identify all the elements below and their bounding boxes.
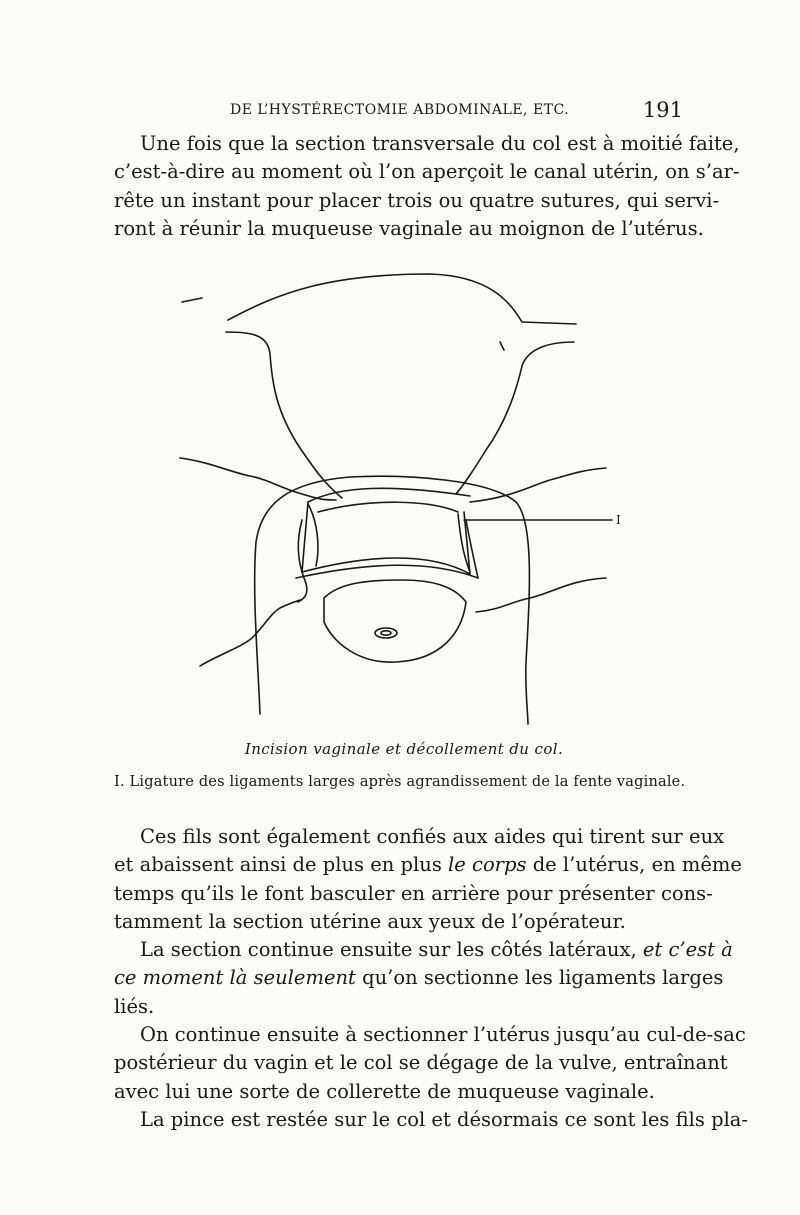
text-line bbox=[114, 936, 733, 964]
text-segment: de l’utérus, en même bbox=[526, 853, 742, 877]
text-line: On continue ensuite à sectionner l’utérus jusqu’au cul-de-sac bbox=[140, 1023, 746, 1047]
text-line: liés. bbox=[114, 994, 155, 1018]
text-line: Une fois que la section transversale du col est à moitié faite, bbox=[140, 132, 740, 155]
figure-label-I: I bbox=[616, 513, 621, 527]
text-line: avec lui une sorte de collerette de muqueuse vaginale. bbox=[114, 1079, 655, 1103]
italic-phrase: et c’est à bbox=[642, 938, 733, 962]
anatomical-figure bbox=[170, 262, 640, 742]
paragraph-1 bbox=[114, 130, 740, 243]
text-line: rête un instant pour placer trois ou quatre sutures, qui servi- bbox=[114, 188, 720, 212]
text-line bbox=[114, 964, 724, 992]
text-line: ront à réunir la muqueuse vaginale au moignon de l’utérus. bbox=[114, 216, 704, 240]
text-segment: et abaissent ainsi de plus en plus bbox=[114, 853, 449, 877]
page-number: 191 bbox=[642, 98, 683, 122]
text-line: Ces fils sont également confiés aux aides qui tirent sur eux bbox=[140, 825, 725, 848]
text-segment: La section continue ensuite sur les côtés latéraux, bbox=[140, 938, 643, 962]
text-line: temps qu’ils le font basculer en arrière pour présenter cons- bbox=[114, 881, 713, 905]
running-header bbox=[115, 96, 687, 130]
text-line: postérieur du vagin et le col se dégage de la vulve, entraînant bbox=[114, 1051, 728, 1075]
italic-phrase: le corps bbox=[448, 853, 527, 877]
figure-caption: Incision vaginale et décollement du col. bbox=[244, 740, 564, 758]
text-line: c’est-à-dire au moment où l’on aperçoit le canal utérin, on s’ar- bbox=[114, 160, 740, 184]
running-title: DE L’HYSTÉRECTOMIE ABDOMINALE, ETC. bbox=[230, 102, 570, 118]
text-line: La pince est restée sur le col et désormais ce sont les fils pla- bbox=[140, 1107, 749, 1131]
text-line: tamment la section utérine aux yeux de l’opérateur. bbox=[114, 909, 626, 933]
italic-phrase: ce moment là seulement bbox=[114, 966, 356, 990]
figure-legend: I. Ligature des ligaments larges après agrandissement de la fente vaginale. bbox=[114, 774, 686, 790]
figure-illustration bbox=[170, 262, 640, 742]
text-segment: qu’on sectionne les ligaments larges bbox=[355, 966, 724, 990]
body-text-lower bbox=[114, 823, 749, 1134]
text-line bbox=[114, 851, 742, 879]
